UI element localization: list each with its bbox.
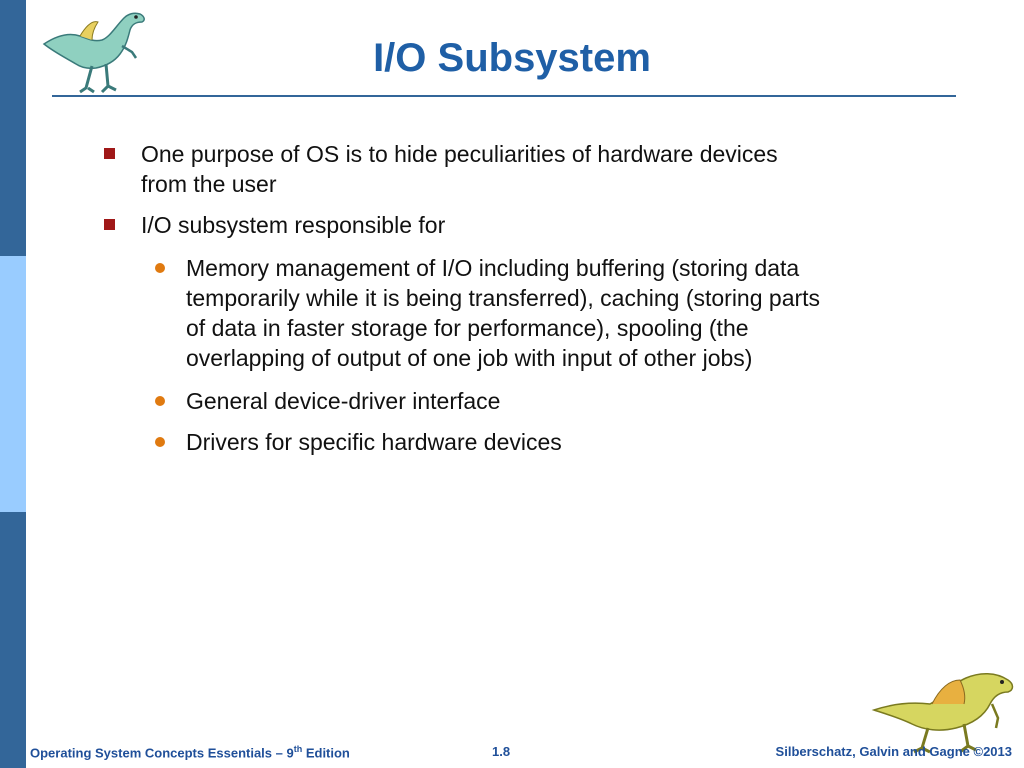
list-item-level-2 (186, 253, 946, 373)
bullet-line: Drivers for specific hardware devices (186, 429, 562, 455)
round-bullet-icon (155, 396, 165, 406)
square-bullet-icon (104, 219, 115, 230)
title-divider (52, 95, 956, 97)
bullet-line: temporarily while it is being transferred), caching (storing parts (186, 285, 821, 311)
side-accent-bar-light-segment (0, 256, 26, 512)
square-bullet-icon (104, 148, 115, 159)
bullet-line: Memory management of I/O including buffering (storing data (186, 255, 800, 281)
footer-book-title-superscript: th (293, 744, 303, 754)
footer-book-title-suffix: Edition (302, 745, 350, 761)
dinosaur-footer-icon (868, 658, 1018, 758)
bullet-line: overlapping of output of one job with input of other jobs) (186, 345, 753, 371)
footer-copyright: Silberschatz, Galvin and Gagne ©2013 (775, 744, 1012, 759)
bullet-line: I/O subsystem responsible for (141, 212, 446, 238)
slide-title: I/O Subsystem (373, 36, 651, 80)
bullet-line: One purpose of OS is to hide peculiarities of hardware devices (141, 141, 778, 167)
footer-book-title-prefix: Operating System Concepts Essentials – 9 (30, 745, 294, 761)
footer-page-number: 1.8 (492, 744, 511, 759)
list-item-level-2 (186, 427, 946, 457)
round-bullet-icon (155, 263, 165, 273)
bullet-line: of data in faster storage for performance), spooling (the (186, 315, 749, 341)
list-item-level-1 (141, 139, 901, 199)
list-item-level-2 (186, 386, 946, 416)
footer-book-title (30, 744, 350, 760)
bullet-line: General device-driver interface (186, 388, 501, 414)
side-accent-bar (0, 0, 26, 768)
list-item-level-1 (141, 210, 901, 240)
round-bullet-icon (155, 437, 165, 447)
bullet-line: from the user (141, 171, 277, 197)
